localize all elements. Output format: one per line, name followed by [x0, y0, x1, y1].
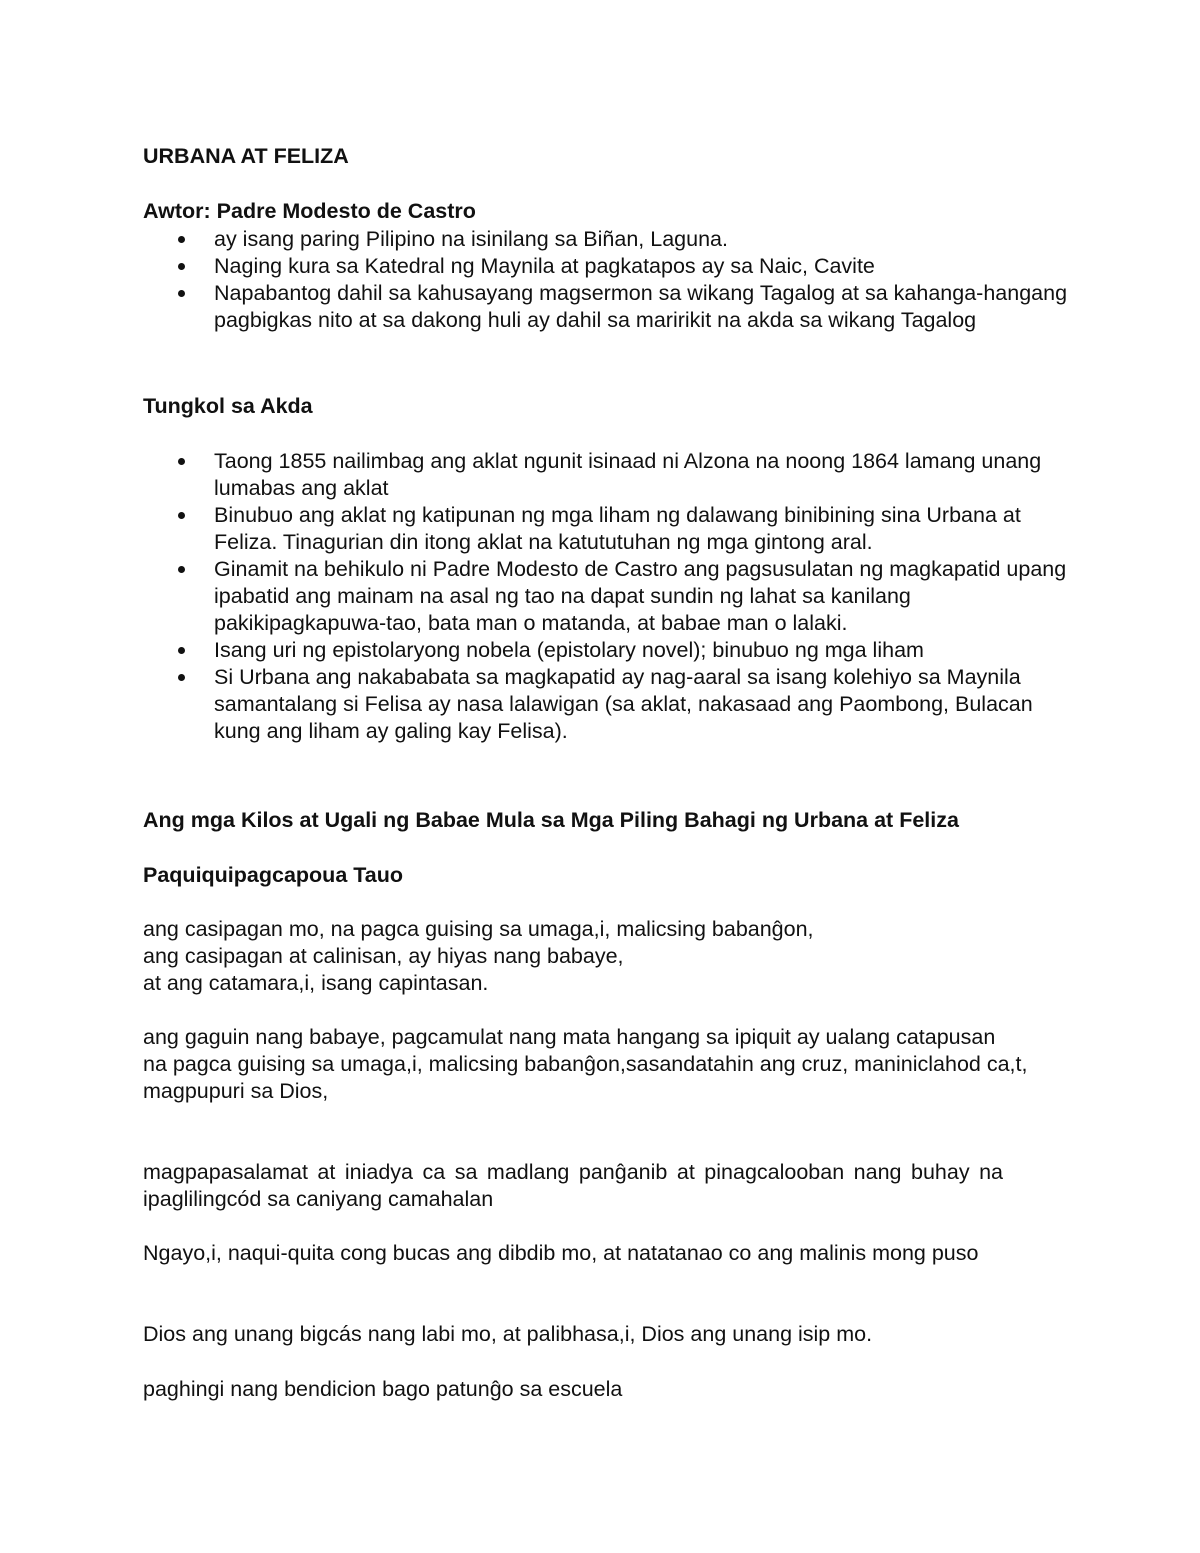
akda-heading: Tungkol sa Akda: [143, 394, 313, 418]
author-list: [143, 226, 1073, 334]
bullet-icon: [178, 512, 185, 519]
bullet-icon: [178, 566, 185, 573]
list-item: ay isang paring Pilipino na isinilang sa Biñan, Laguna.: [143, 226, 1073, 253]
paragraph-dios: Dios ang unang bigcás nang labi mo, at palibhasa,i, Dios ang unang isip mo.: [143, 1322, 873, 1346]
paragraph-line: ang gaguin nang babaye, pagcamulat nang mata hangang sa ipiquit ay ualang catapusan: [143, 1025, 996, 1049]
paragraph-ngayo: Ngayo,i, naqui-quita cong bucas ang dibdib mo, at natatanao co ang malinis mong puso: [143, 1241, 979, 1265]
paragraph-line: ang casipagan at calinisan, ay hiyas nang babaye,: [143, 944, 624, 968]
subsection-heading: Paquiquipagcapoua Tauo: [143, 863, 404, 887]
author-heading: Awtor: Padre Modesto de Castro: [143, 199, 476, 223]
list-item: Naging kura sa Katedral ng Maynila at pagkatapos ay sa Naic, Cavite: [143, 253, 1073, 280]
list-item: Binubuo ang aklat ng katipunan ng mga liham ng dalawang binibining sina Urbana at Feliza. Tinagurian din itong aklat na katututuhan ng mga gintong aral.: [143, 502, 1073, 556]
bullet-icon: [178, 290, 185, 297]
paragraph-line: ang casipagan mo, na pagca guising sa umaga,i, malicsing babanĝon,: [143, 917, 814, 941]
akda-list: [143, 448, 1073, 745]
bullet-icon: [178, 674, 185, 681]
list-item: Taong 1855 nailimbag ang aklat ngunit isinaad ni Alzona na noong 1864 lamang unang lumabas ang aklat: [143, 448, 1073, 502]
list-item: Ginamit na behikulo ni Padre Modesto de Castro ang pagsusulatan ng magkapatid upang ipabatid ang mainam na asal ng tao na dapat sundin ng lahat sa kanilang pakikipagkapuwa-tao, bata man o matanda, at babae man o lalaki.: [143, 556, 1073, 637]
section-heading: Ang mga Kilos at Ugali ng Babae Mula sa Mga Piling Bahagi ng Urbana at Feliza: [143, 808, 959, 832]
list-item: Isang uri ng epistolaryong nobela (epistolary novel); binubuo ng mga liham: [143, 637, 1073, 664]
bullet-icon: [178, 647, 185, 654]
list-item: Si Urbana ang nakababata sa magkapatid ay nag-aaral sa isang kolehiyo sa Maynila samantalang si Felisa ay nasa lalawigan (sa aklat, nakasaad ang Paombong, Bulacan kung ang liham ay galing kay Felisa).: [143, 664, 1073, 745]
paragraph-line: na pagca guising sa umaga,i, malicsing babanĝon,sasandatahin ang cruz, maniniclahod ca,t, magpupuri sa Dios,: [143, 1052, 1028, 1103]
paragraph-magpapasalamat: magpapasalamat at iniadya ca sa madlang panĝanib at pinagcalooban nang buhay na ipaglilingcód sa caniyang camahalan: [143, 1160, 1003, 1211]
paragraph-gaguin: [143, 1024, 1073, 1105]
paragraph-casipagan: [143, 916, 1073, 997]
bullet-icon: [178, 236, 185, 243]
paragraph-line: at ang catamara,i, isang capintasan.: [143, 971, 489, 995]
bullet-icon: [178, 458, 185, 465]
bullet-icon: [178, 263, 185, 270]
list-item: Napabantog dahil sa kahusayang magsermon sa wikang Tagalog at sa kahanga-hangang pagbigkas nito at sa dakong huli ay dahil sa maririkit na akda sa wikang Tagalog: [143, 280, 1073, 334]
paragraph-paghingi: paghingi nang bendicion bago patunĝo sa escuela: [143, 1377, 623, 1401]
document-title: URBANA AT FELIZA: [143, 144, 349, 168]
